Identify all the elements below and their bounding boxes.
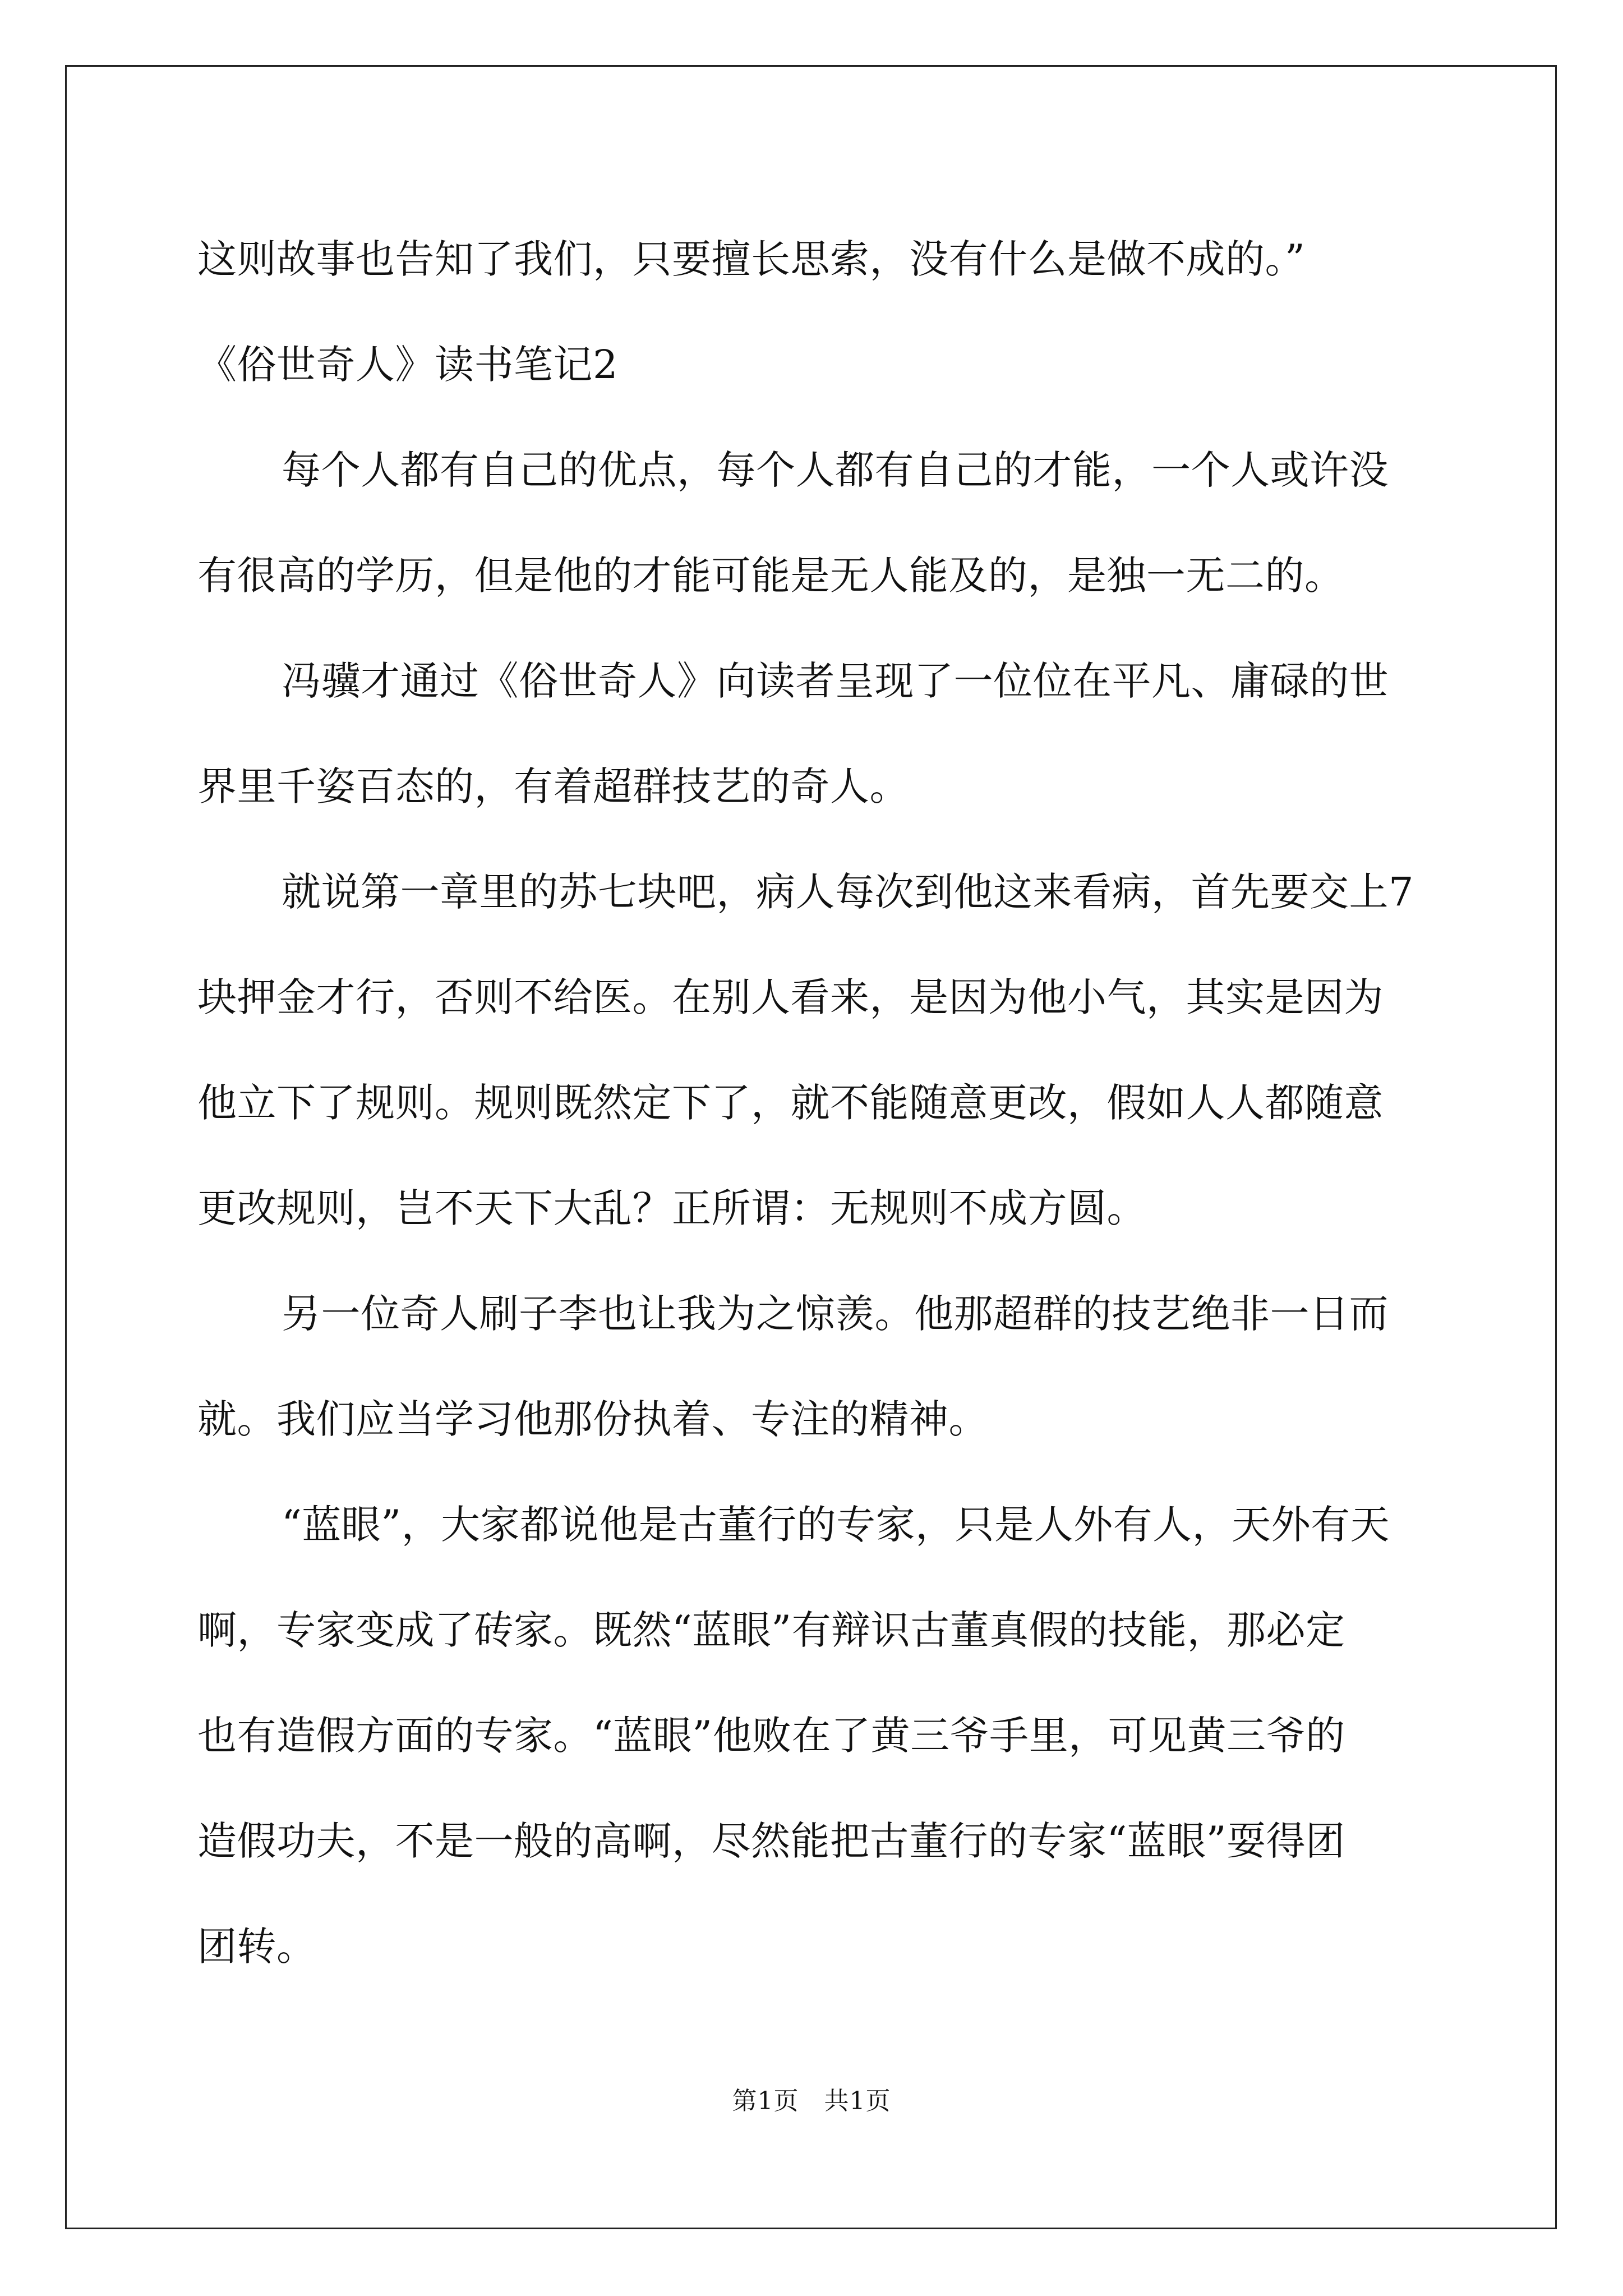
paragraph-line: 更改规则，岂不天下大乱？正所谓：无规则不成方圆。 <box>197 1185 1146 1231</box>
paragraph-line: 冯骥才通过《俗世奇人》向读者呈现了一位位在平凡、庸碌的世 <box>282 658 1389 704</box>
paragraph-line: 块押金才行，否则不给医。在别人看来，是因为他小气，其实是因为 <box>197 974 1384 1020</box>
paragraph-line: 团转。 <box>197 1924 316 1970</box>
paragraph-line: “蓝眼”，大家都说他是古董行的专家，只是人外有人，天外有天 <box>282 1502 1390 1548</box>
paragraph-line: 另一位奇人刷子李也让我为之惊羡。他那超群的技艺绝非一日而 <box>282 1291 1389 1337</box>
paragraph-line: 也有造假方面的专家。“蓝眼”他败在了黄三爷手里，可见黄三爷的 <box>197 1713 1345 1759</box>
paragraph-line: 界里千姿百态的，有着超群技艺的奇人。 <box>197 763 909 809</box>
page-footer: 第1页 共1页 <box>732 2087 891 2115</box>
paragraph-line: 每个人都有自己的优点，每个人都有自己的才能，一个人或许没 <box>282 447 1389 493</box>
section-heading: 《俗世奇人》读书笔记2 <box>197 342 619 388</box>
paragraph-line: 啊，专家变成了砖家。既然“蓝眼”有辩识古董真假的技能，那必定 <box>197 1607 1345 1653</box>
paragraph-line: 有很高的学历，但是他的才能可能是无人能及的，是独一无二的。 <box>197 553 1344 599</box>
paragraph-line: 造假功夫，不是一般的高啊，尽然能把古董行的专家“蓝眼”耍得团 <box>197 1818 1345 1864</box>
paragraph-line: 就。我们应当学习他那份执着、专注的精神。 <box>197 1396 988 1442</box>
paragraph-line: 就说第一章里的苏七块吧，病人每次到他这来看病，首先要交上7 <box>282 869 1414 915</box>
paragraph-line: 他立下了规则。规则既然定下了，就不能随意更改，假如人人都随意 <box>197 1080 1384 1126</box>
document-body <box>197 206 1427 1999</box>
text-line: 这则故事也告知了我们，只要擅长思索，没有什么是做不成的。” <box>197 236 1306 282</box>
